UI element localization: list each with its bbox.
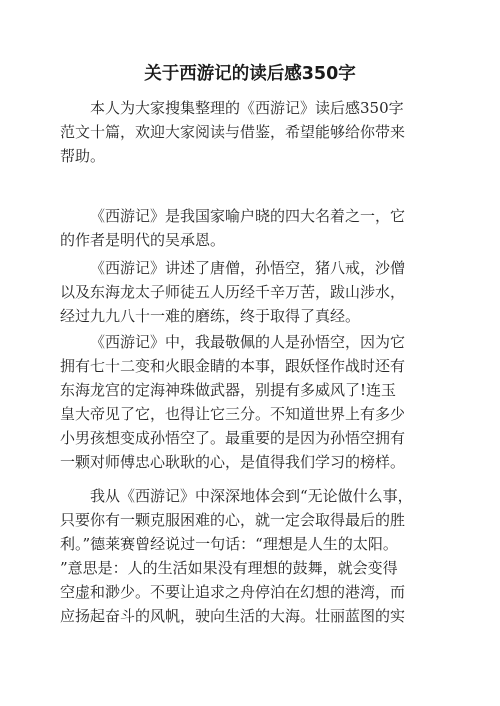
text-line: 只要你有一颗克服困难的心，就一定会取得最后的胜: [60, 511, 406, 529]
text-line: 《西游记》是我国家喻户晓的四大名着之一，它: [90, 207, 406, 225]
text-line: 我从《西游记》中深深地体会到“无论做什么事，: [90, 487, 413, 505]
text-line: 经过九九八十一难的磨练，终于取得了真经。: [60, 307, 361, 325]
paragraph-sun-wukong: [60, 330, 445, 474]
paragraph-author: [60, 204, 445, 252]
text-line: 《西游记》讲述了唐僧，孙悟空，猪八戒，沙僧: [90, 259, 406, 277]
text-line: 《西游记》中，我最敬佩的人是孙悟空，因为它: [90, 333, 406, 351]
text-line: 空虚和渺少。不要让追求之舟停泊在幻想的港湾，而: [60, 583, 406, 601]
text-line: 东海龙宫的定海神珠做武器，别提有多威风了!连玉: [60, 381, 397, 399]
text-line: 本人为大家搜集整理的《西游记》读后感350字: [90, 99, 404, 117]
paragraph-story: [60, 256, 445, 328]
text-line: ”意思是：人的生活如果没有理想的鼓舞，就会变得: [60, 559, 398, 577]
text-line: 小男孩想变成孙悟空了。最重要的是因为孙悟空拥有: [60, 429, 406, 447]
text-line: 拥有七十二变和火眼金睛的本事，跟妖怪作战时还有: [60, 357, 406, 375]
text-line: 皇大帝见了它，也得让它三分。不知道世界上有多少: [60, 405, 406, 423]
paragraph-intro: [60, 96, 445, 168]
text-line: 范文十篇，欢迎大家阅读与借鉴，希望能够给你带来: [60, 123, 406, 141]
text-line: 的作者是明代的吴承恩。: [60, 231, 226, 249]
text-line: 利。”德莱赛曾经说过一句话：“理想是人生的太阳。: [60, 535, 398, 553]
document-title: 关于西游记的读后感350字: [144, 64, 356, 84]
text-line: 一颗对师傅忠心耿耿的心，是值得我们学习的榜样。: [60, 453, 406, 471]
text-line: 帮助。: [60, 147, 106, 165]
paragraph-reflection: [60, 484, 445, 628]
text-line: 应扬起奋斗的风帆，驶向生活的大海。壮丽蓝图的实: [60, 607, 406, 625]
text-line: 以及东海龙太子师徒五人历经千辛万苦，跋山涉水，: [60, 283, 406, 301]
